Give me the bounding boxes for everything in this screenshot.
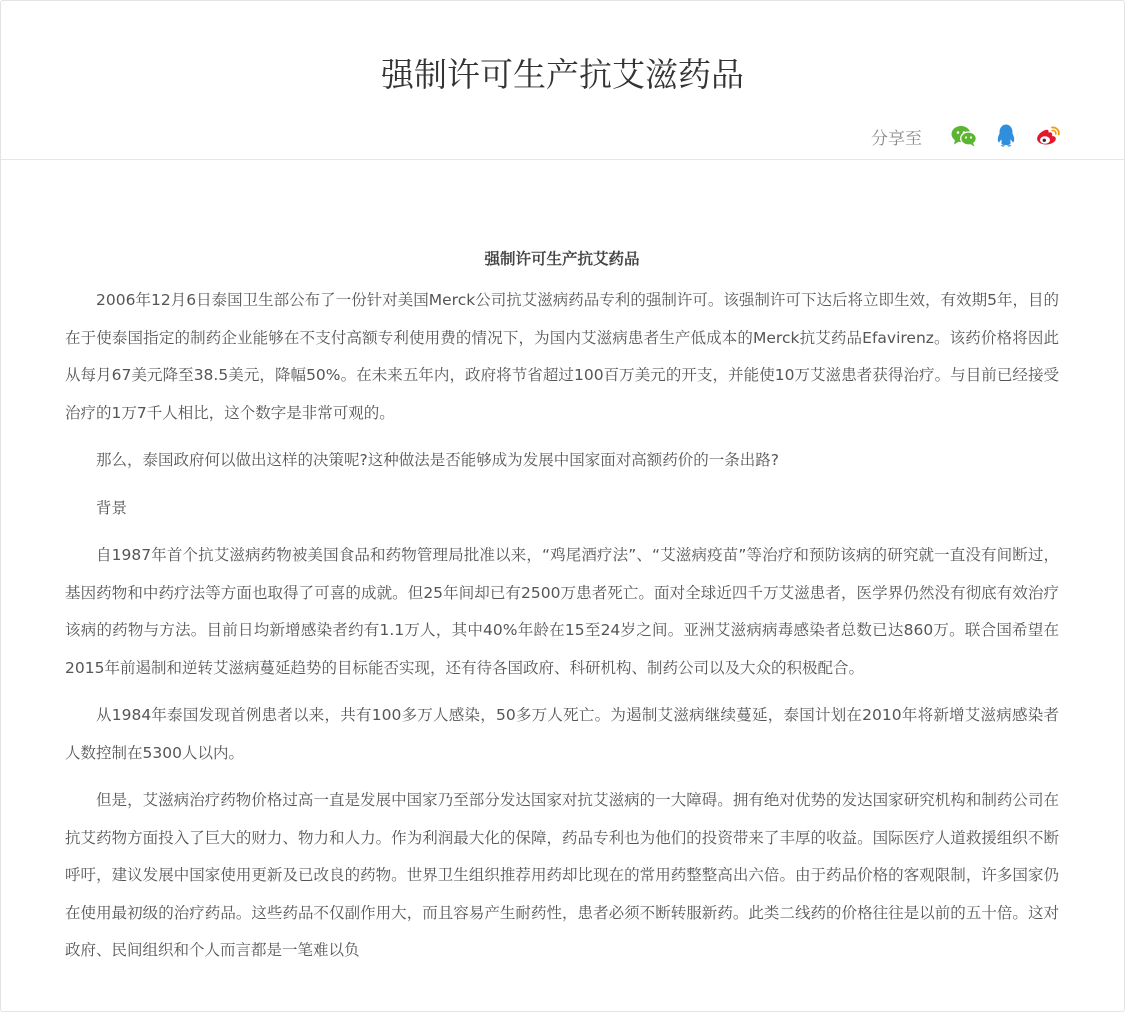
share-label: 分享至 xyxy=(871,128,922,149)
article-body xyxy=(65,247,1059,980)
share-bar xyxy=(871,121,1062,151)
paragraph: 但是，艾滋病治疗药物价格过高一直是发展中国家乃至部分发达国家对抗艾滋病的一大障碍。拥有绝对优势的发达国家研究机构和制药公司在抗艾药物方面投入了巨大的财力、物力和人力。作为利润最大化的保障，药品专利也为他们的投资带来了丰厚的收益。国际医疗人道救援组织不断呼吁，建议发展中国家使用更新及已改良的药物。世界卫生组织推荐用药却比现在的常用药整整高出六倍。由于药品价格的客观限制，许多国家仍在使用最初级的治疗药品。这些药品不仅副作用大，而且容易产生耐药性，患者必须不断转服新药。此类二线药的价格往往是以前的五十倍。这对政府、民间组织和个人而言都是一笔难以负 xyxy=(65,791,1059,959)
paragraph: 从1984年泰国发现首例患者以来，共有100多万人感染，50多万人死亡。为遏制艾滋病继续蔓延，泰国计划在2010年将新增艾滋病感染者人数控制在5300人以内。 xyxy=(65,706,1059,762)
qq-icon[interactable] xyxy=(992,122,1020,150)
page-title: 强制许可生产抗艾滋药品 xyxy=(381,55,744,94)
paragraph: 那么，泰国政府何以做出这样的决策呢?这种做法是否能够成为发展中国家面对高额药价的一条出路? xyxy=(96,451,779,469)
weibo-icon[interactable] xyxy=(1034,122,1062,150)
article-title: 强制许可生产抗艾药品 xyxy=(484,250,640,268)
wechat-icon[interactable] xyxy=(950,122,978,150)
article-header xyxy=(1,1,1124,160)
paragraph: 自1987年首个抗艾滋病药物被美国食品和药物管理局批准以来，“鸡尾酒疗法”、“艾滋病疫苗”等治疗和预防该病的研究就一直没有间断过，基因药物和中药疗法等方面也取得了可喜的成就。但25年间却已有2500万患者死亡。面对全球近四千万艾滋患者，医学界仍然没有彻底有效治疗该病的药物与方法。目前日均新增感染者约有1.1万人，其中40%年龄在15至24岁之间。亚洲艾滋病病毒感染者总数已达860万。联合国希望在2015年前遏制和逆转艾滋病蔓延趋势的目标能否实现，还有待各国政府、科研机构、制药公司以及大众的积极配合。 xyxy=(65,546,1059,677)
section-heading: 背景 xyxy=(96,498,128,517)
paragraph: 2006年12月6日泰国卫生部公布了一份针对美国Merck公司抗艾滋病药品专利的强制许可。该强制许可下达后将立即生效，有效期5年，目的在于使泰国指定的制药企业能够在不支付高额专利使用费的情况下，为国内艾滋病患者生产低成本的Merck抗艾药品Efavirenz。该药价格将因此从每月67美元降至38.5美元，降幅50%。在未来五年内，政府将节省超过100百万美元的开支，并能使10万艾滋患者获得治疗。与目前已经接受治疗的1万7千人相比，这个数字是非常可观的。 xyxy=(65,291,1059,422)
